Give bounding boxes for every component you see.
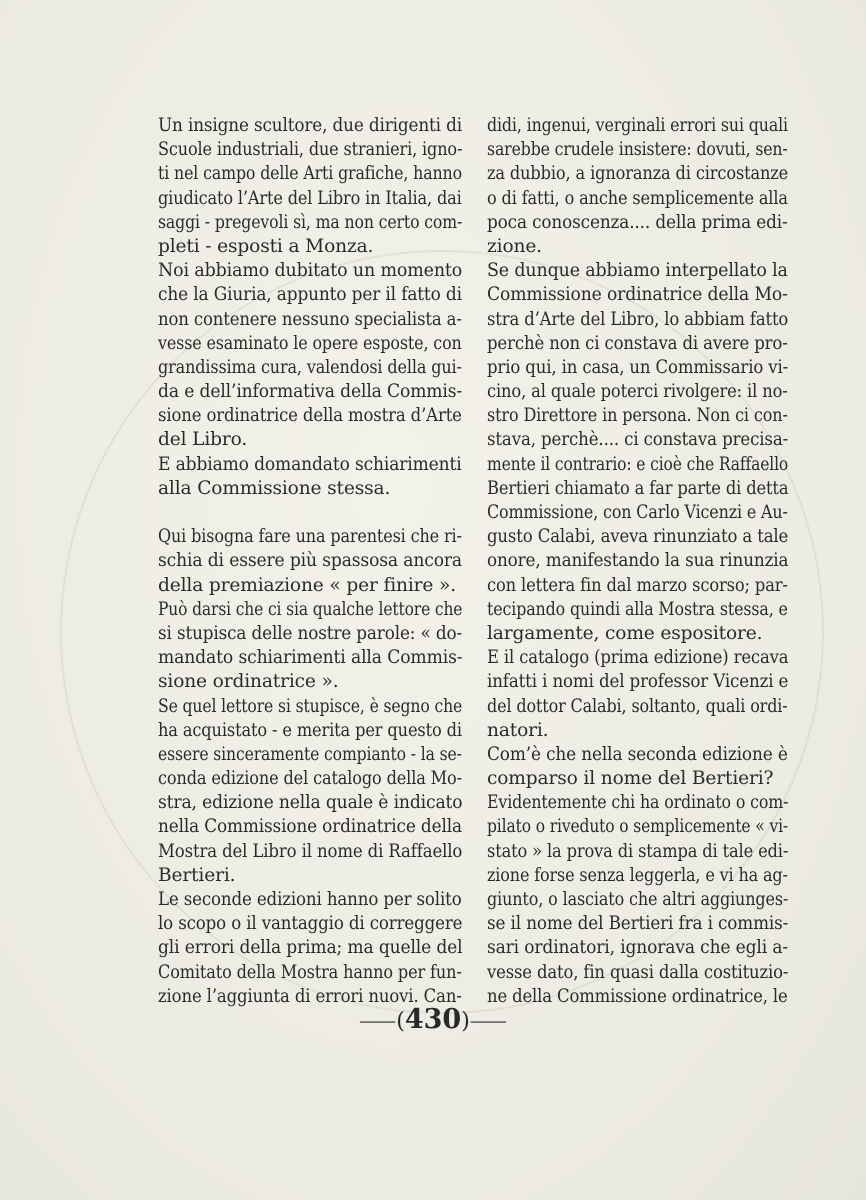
- text-line: Le seconde edizioni hanno per solito: [158, 889, 462, 910]
- text-line: Può darsi che ci sia qualche lettore che: [158, 598, 463, 620]
- text-line: giudicato l’Arte del Libro in Italia, dai: [158, 187, 462, 209]
- text-line: pleti - esposti a Monza.: [158, 235, 374, 257]
- text-line: si stupisca delle nostre parole: « do-: [158, 622, 463, 644]
- text-line: tecipando quindi alla Mostra stessa, e: [487, 598, 788, 620]
- text-line: non contenere nessuno specialista a-: [158, 308, 462, 330]
- text-line: zione l’aggiunta di errori nuovi. Can-: [158, 985, 462, 1007]
- text-line: didi, ingenui, verginali errori sui quali: [487, 115, 788, 136]
- text-line: grandissima cura, valendosi della gui-: [158, 356, 462, 378]
- text-line: cino, al quale poterci rivolgere: il no-: [487, 381, 788, 403]
- text-line: Comitato della Mostra hanno per fun-: [158, 961, 462, 983]
- text-line: za dubbio, a ignoranza di circostanze: [487, 163, 789, 185]
- text-line: ne della Commissione ordinatrice, le: [487, 985, 788, 1007]
- text-line: sarebbe crudele insistere: dovuti, sen-: [487, 139, 788, 161]
- text-line: stra d’Arte del Libro, lo abbiam fatto: [487, 308, 789, 330]
- text-line: ti nel campo delle Arti grafiche, hanno: [158, 163, 462, 185]
- text-line: Un insigne scultore, due dirigenti di: [158, 115, 463, 136]
- text-line: pilato o riveduto o semplicemente « vi-: [487, 816, 789, 838]
- right-text-column: [487, 114, 788, 1009]
- text-line: Qui bisogna fare una parentesi che ri-: [158, 526, 462, 548]
- text-line: o di fatti, o anche semplicemente alla: [487, 187, 788, 209]
- page-number-ornament-right: )⸺: [461, 1009, 507, 1034]
- text-line: natori.: [487, 719, 549, 741]
- text-line: Noi abbiamo dubitato un momento: [158, 260, 463, 282]
- text-line: Mostra del Libro il nome di Raffaello: [158, 840, 463, 862]
- paragraph-gap: [158, 501, 462, 525]
- text-line: onore, manifestando la sua rinunzia: [487, 550, 789, 572]
- text-line: vesse dato, fin quasi dalla costituzio-: [487, 961, 789, 983]
- text-line: ha acquistato - e merita per questo di: [158, 719, 462, 741]
- text-line: mente il contrario: e cioè che Raffaello: [487, 453, 789, 475]
- text-line: poca conoscenza.... della prima edi-: [487, 211, 788, 233]
- text-line: stra, edizione nella quale è indicato: [158, 792, 463, 814]
- text-line: perchè non ci constava di avere pro-: [487, 332, 788, 354]
- page-number: 430: [404, 1004, 462, 1035]
- text-line: sione ordinatrice ».: [158, 671, 339, 693]
- text-line: Se quel lettore si stupisce, è segno che: [158, 695, 463, 717]
- text-line: zione forse senza leggerla, e vi ha ag-: [487, 864, 788, 886]
- text-line: stro Direttore in persona. Non ci con-: [487, 405, 788, 427]
- text-line: gusto Calabi, aveva rinunziato a tale: [487, 526, 789, 548]
- text-line: infatti i nomi del professor Vicenzi e: [487, 671, 789, 693]
- text-line: zione.: [487, 235, 542, 257]
- text-line: Com’è che nella seconda edizione è: [487, 743, 788, 765]
- text-line: Bertieri.: [158, 864, 236, 886]
- text-line: che la Giuria, appunto per il fatto di: [158, 284, 462, 306]
- text-line: sari ordinatori, ignorava che egli a-: [487, 937, 789, 959]
- text-line: sione ordinatrice della mostra d’Arte: [158, 405, 462, 427]
- text-line: del dottor Calabi, soltanto, quali ordi-: [487, 695, 788, 717]
- text-line: Bertieri chiamato a far parte di detta: [487, 477, 789, 499]
- page-number-footer: [0, 1004, 866, 1035]
- text-line: con lettera fin dal marzo scorso; par-: [487, 574, 788, 596]
- text-line: mandato schiarimenti alla Commis-: [158, 647, 463, 669]
- text-line: lo scopo o il vantaggio di correggere: [158, 913, 463, 935]
- text-line: Scuole industriali, due stranieri, igno-: [158, 139, 463, 161]
- text-line: alla Commissione stessa.: [158, 477, 391, 499]
- text-line: prio qui, in casa, un Commissario vi-: [487, 356, 789, 378]
- text-line: del Libro.: [158, 429, 248, 451]
- text-line: da e dell’informativa della Commis-: [158, 381, 463, 403]
- text-line: della premiazione « per finire ».: [158, 574, 456, 596]
- text-line: saggi - pregevoli sì, ma non certo com-: [158, 211, 463, 233]
- text-line: E abbiamo domandato schiarimenti: [158, 453, 462, 475]
- text-line: Commissione, con Carlo Vicenzi e Au-: [487, 502, 788, 523]
- text-line: schia di essere più spassosa ancora: [158, 550, 463, 572]
- page-number-ornament-left: ⸺(: [359, 1009, 405, 1034]
- text-line: stato » la prova di stampa di tale edi-: [487, 840, 789, 862]
- text-line: Commissione ordinatrice della Mo-: [487, 284, 788, 306]
- text-line: E il catalogo (prima edizione) recava: [487, 647, 789, 669]
- text-line: conda edizione del catalogo della Mo-: [158, 768, 462, 790]
- text-line: se il nome del Bertieri fra i commis-: [487, 913, 789, 935]
- text-line: comparso il nome del Bertieri?: [487, 768, 774, 790]
- text-line: essere sinceramente compianto - la se-: [158, 743, 462, 765]
- text-line: nella Commissione ordinatrice della: [158, 816, 462, 838]
- text-line: Evidentemente chi ha ordinato o com-: [487, 792, 789, 814]
- text-line: giunto, o lasciato che altri aggiunges-: [487, 889, 789, 910]
- text-line: Se dunque abbiamo interpellato la: [487, 260, 788, 282]
- left-text-column: [158, 114, 462, 1009]
- text-line: largamente, come espositore.: [487, 622, 763, 644]
- text-line: gli errori della prima; ma quelle del: [158, 937, 463, 959]
- text-line: stava, perchè.... ci constava precisa-: [487, 429, 789, 451]
- text-line: vesse esaminato le opere esposte, con: [158, 332, 462, 354]
